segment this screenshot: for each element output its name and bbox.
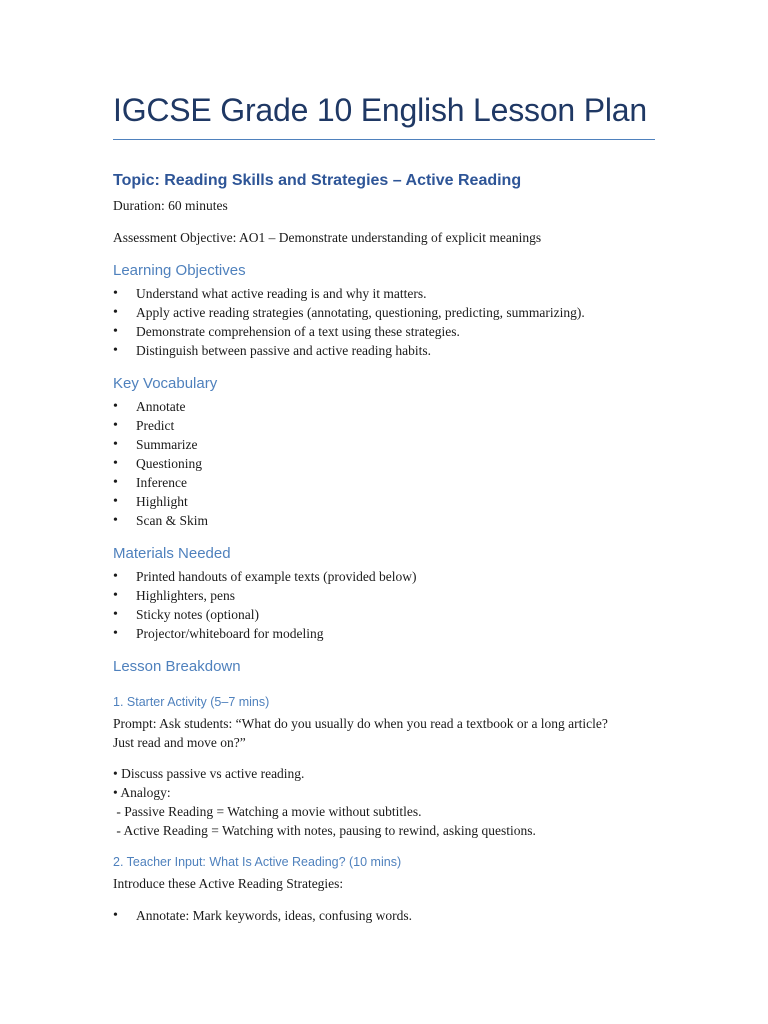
bullet-icon: • xyxy=(113,418,118,433)
list-item: • Sticky notes (optional) xyxy=(113,607,259,622)
title-underline xyxy=(113,139,655,140)
starter-text-line: • Discuss passive vs active reading. xyxy=(113,766,305,781)
starter-activity-heading: 1. Starter Activity (5–7 mins) xyxy=(113,695,270,709)
starter-text-line: • Analogy: xyxy=(113,785,171,800)
teacher-input-heading: 2. Teacher Input: What Is Active Reading? (10 mins) xyxy=(113,855,402,869)
bullet-icon: • xyxy=(113,437,118,452)
lesson-breakdown-heading: Lesson Breakdown xyxy=(113,658,241,675)
bullet-icon: • xyxy=(113,343,118,358)
list-item: • Annotate xyxy=(113,399,186,414)
list-item: • Annotate: Mark keywords, ideas, confusing words. xyxy=(113,908,412,923)
bullet-icon: • xyxy=(113,494,118,509)
list-item: • Summarize xyxy=(113,437,198,452)
bullet-icon: • xyxy=(113,456,118,471)
list-item: • Understand what active reading is and why it matters. xyxy=(113,286,427,301)
list-item: • Questioning xyxy=(113,456,202,471)
list-item: • Projector/whiteboard for modeling xyxy=(113,626,324,641)
list-item: • Demonstrate comprehension of a text using these strategies. xyxy=(113,324,460,339)
key-vocabulary-list xyxy=(113,397,208,530)
bullet-icon: • xyxy=(113,588,118,603)
list-item: • Distinguish between passive and active reading habits. xyxy=(113,343,432,358)
materials-heading: Materials Needed xyxy=(113,545,231,562)
list-item: • Predict xyxy=(113,418,175,433)
bullet-icon: • xyxy=(113,305,118,320)
bullet-icon: • xyxy=(113,324,118,339)
key-vocabulary-heading: Key Vocabulary xyxy=(113,375,218,392)
starter-prompt-line: Just read and move on?” xyxy=(113,735,246,750)
strategies-list xyxy=(113,906,412,925)
learning-objectives-heading: Learning Objectives xyxy=(113,262,246,279)
document-title: IGCSE Grade 10 English Lesson Plan xyxy=(113,92,647,128)
learning-objectives-list xyxy=(113,284,585,360)
bullet-icon: • xyxy=(113,626,118,641)
list-item: • Scan & Skim xyxy=(113,513,209,528)
list-item: • Highlighters, pens xyxy=(113,588,235,603)
list-item: • Inference xyxy=(113,475,187,490)
bullet-icon: • xyxy=(113,607,118,622)
bullet-icon: • xyxy=(113,475,118,490)
bullet-icon: • xyxy=(113,569,118,584)
bullet-icon: • xyxy=(113,286,118,301)
materials-list xyxy=(113,567,416,643)
assessment-objective-text: Assessment Objective: AO1 – Demonstrate understanding of explicit meanings xyxy=(113,230,542,245)
topic-heading: Topic: Reading Skills and Strategies – Active Reading xyxy=(113,172,522,189)
teacher-input-intro: Introduce these Active Reading Strategies: xyxy=(113,876,344,891)
bullet-icon: • xyxy=(113,399,118,414)
starter-prompt-line: Prompt: Ask students: “What do you usually do when you read a textbook or a long article? xyxy=(113,716,608,731)
list-item: • Apply active reading strategies (annotating, questioning, predicting, summarizing). xyxy=(113,305,585,320)
bullet-icon: • xyxy=(113,513,118,528)
list-item: • Highlight xyxy=(113,494,188,509)
starter-text-line: - Passive Reading = Watching a movie without subtitles. xyxy=(113,804,422,819)
duration-text: Duration: 60 minutes xyxy=(113,198,228,213)
list-item: • Printed handouts of example texts (provided below) xyxy=(113,569,417,584)
starter-text-line: - Active Reading = Watching with notes, pausing to rewind, asking questions. xyxy=(113,823,536,838)
bullet-icon: • xyxy=(113,908,118,923)
